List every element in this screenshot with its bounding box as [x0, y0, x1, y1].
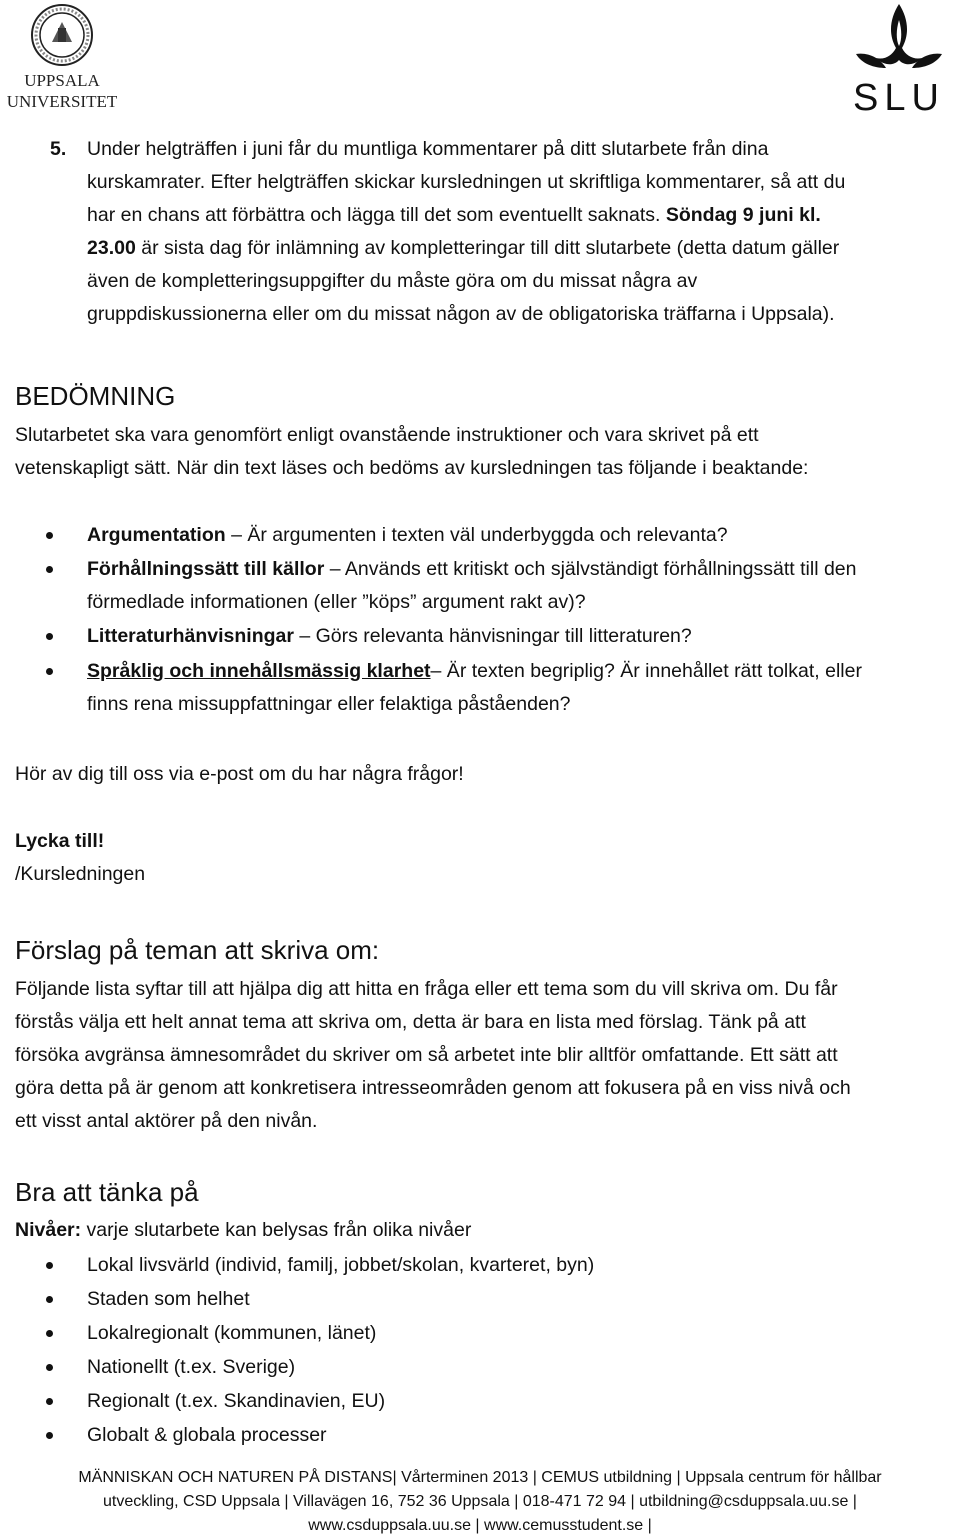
deadline-bold: 23.00 — [87, 237, 136, 259]
bullet-icon — [46, 566, 53, 573]
item5-line: även de kompletteringsuppgifter du måste göra om du missat några av — [87, 270, 698, 292]
bedomning-paragraph-line: Slutarbetet ska vara genomfört enligt ovanstående instruktioner och vara skrivet på ett — [15, 424, 759, 446]
level-item: Globalt & globala processer — [87, 1424, 327, 1446]
svg-text:UNIVERSITET: UNIVERSITET — [6, 92, 118, 111]
bullet-icon — [46, 1364, 53, 1371]
criteria-term: Språklig och innehållsmässig klarhet — [87, 660, 431, 682]
uppsala-university-logo — [4, 2, 120, 114]
section-heading-bra: Bra att tänka på — [15, 1177, 199, 1207]
criteria-text: – Är texten begriplig? Är innehållet rätt tolkat, eller — [430, 660, 862, 682]
svg-text:UPPSALA: UPPSALA — [24, 71, 100, 90]
item5-line: gruppdiskussionerna eller om du missat någon av de obligatoriska träffarna i Uppsala). — [87, 303, 835, 325]
criteria-item — [87, 519, 728, 552]
bullet-icon — [46, 668, 53, 675]
levels-intro — [15, 1214, 471, 1247]
footer-line: utveckling, CSD Uppsala | Villavägen 16, 752 36 Uppsala | 018-471 72 94 | utbildning@csduppsala.uu.se | — [103, 1493, 857, 1510]
bullet-icon — [46, 532, 53, 539]
criteria-term: Förhållningssätt till källor — [87, 558, 325, 580]
bullet-icon — [46, 1432, 53, 1439]
slu-logo — [846, 0, 952, 114]
bedomning-paragraph-line: vetenskapligt sätt. När din text läses och bedöms av kursledningen tas följande i beaktande: — [15, 457, 809, 479]
level-item: Lokal livsvärld (individ, familj, jobbet/skolan, kvarteret, byn) — [87, 1254, 595, 1276]
item5-line: kurskamrater. Efter helgträffen skickar kursledningen ut skriftliga kommentarer, så att du — [87, 171, 846, 193]
item5-line — [87, 199, 821, 232]
bullet-icon — [46, 1330, 53, 1337]
item5-text: är sista dag för inlämning av kompletteringar till ditt slutarbete (detta datum gäller — [135, 237, 840, 259]
bullet-icon — [46, 1262, 53, 1269]
forslag-line: ett visst antal aktörer på den nivån. — [15, 1110, 318, 1132]
criteria-term: Litteraturhänvisningar — [87, 625, 294, 647]
forslag-line: göra detta på är genom att konkretisera intresseområden genom att fokusera på en viss nivå och — [15, 1077, 851, 1099]
signoff-greeting: Lycka till! — [15, 830, 105, 852]
level-item: Staden som helhet — [87, 1288, 250, 1310]
uppsala-seal-icon — [4, 2, 120, 114]
bullet-icon — [46, 1398, 53, 1405]
forslag-line: förstås välja ett helt annat tema att skriva om, detta är bara en lista med förslag. Tänk på att — [15, 1011, 806, 1033]
levels-text: varje slutarbete kan belysas från olika nivåer — [81, 1219, 472, 1241]
criteria-item — [87, 620, 692, 653]
footer-line: www.csduppsala.uu.se | www.cemusstudent.se | — [308, 1517, 652, 1534]
criteria-item — [87, 655, 862, 688]
item5-line — [87, 232, 839, 265]
level-item: Regionalt (t.ex. Skandinavien, EU) — [87, 1390, 386, 1412]
criteria-text: – Används ett kritiskt och självständigt förhållningssätt till den — [324, 558, 857, 580]
level-item: Nationellt (t.ex. Sverige) — [87, 1356, 296, 1378]
contact-line: Hör av dig till oss via e-post om du har några frågor! — [15, 763, 464, 785]
signoff-signature: /Kursledningen — [15, 863, 146, 885]
section-heading-forslag: Förslag på teman att skriva om: — [15, 935, 380, 965]
item-number: 5. — [50, 138, 67, 160]
footer-line: MÄNNISKAN OCH NATUREN PÅ DISTANS| Vårterminen 2013 | CEMUS utbildning | Uppsala centrum för hållbar — [78, 1469, 882, 1486]
criteria-term: Argumentation — [87, 524, 226, 546]
level-item: Lokalregionalt (kommunen, länet) — [87, 1322, 377, 1344]
criteria-text: förmedlade informationen (eller ”köps” argument rakt av)? — [87, 591, 586, 613]
slu-leaf-icon — [846, 0, 952, 114]
bullet-icon — [46, 633, 53, 640]
svg-text:SLU: SLU — [853, 77, 945, 114]
criteria-item — [87, 553, 857, 586]
section-heading-bedomning: BEDÖMNING — [15, 381, 176, 411]
forslag-line: Följande lista syftar till att hjälpa dig att hitta en fråga eller ett tema som du vill skriva om. Du får — [15, 978, 838, 1000]
bullet-icon — [46, 1296, 53, 1303]
levels-label: Nivåer: — [15, 1219, 82, 1241]
item5-text: har en chans att förbättra och lägga till det som eventuellt saknats. — [87, 204, 666, 226]
forslag-line: försöka avgränsa ämnesområdet du skriver om så arbetet inte blir alltför omfattande. Ett sätt att — [15, 1044, 838, 1066]
criteria-text: – Är argumenten i texten väl underbyggda och relevanta? — [225, 524, 728, 546]
criteria-text: – Görs relevanta hänvisningar till litteraturen? — [293, 625, 692, 647]
deadline-bold: Söndag 9 juni kl. — [665, 204, 821, 226]
criteria-text: finns rena missuppfattningar eller felaktiga påståenden? — [87, 693, 571, 715]
item5-line: Under helgträffen i juni får du muntliga kommentarer på ditt slutarbete från dina — [87, 138, 769, 160]
